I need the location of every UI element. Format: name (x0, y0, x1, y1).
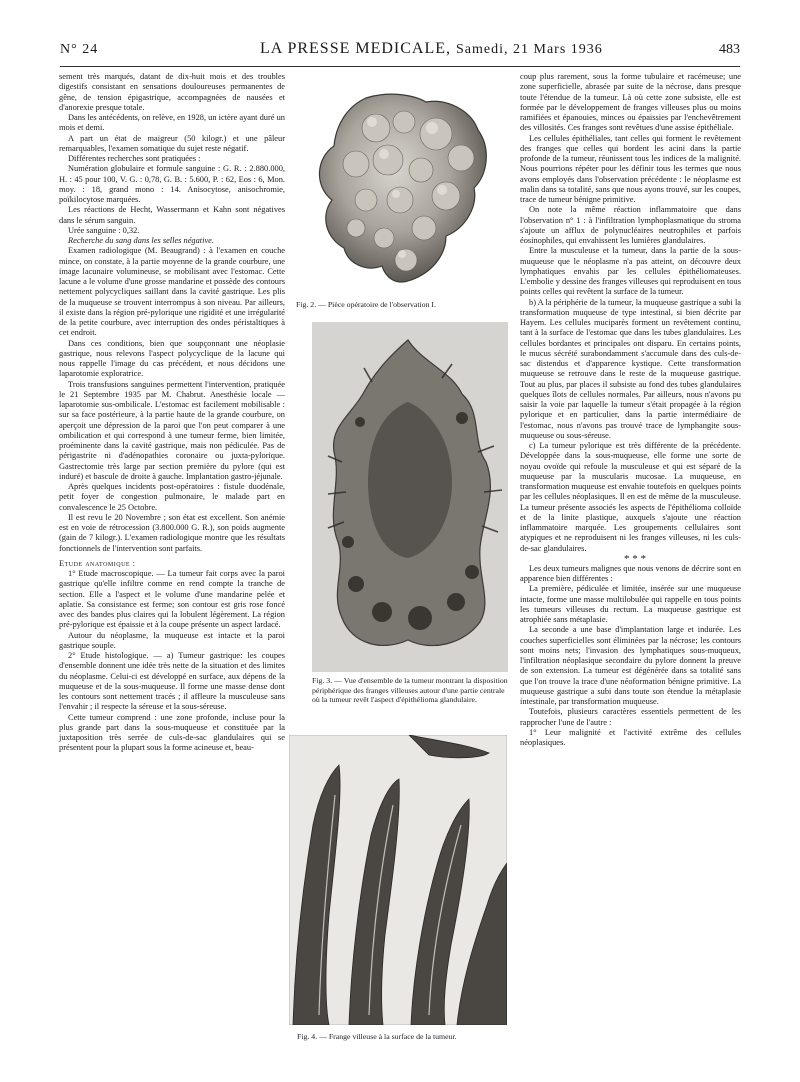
figure-2-specimen-photo (296, 88, 506, 293)
paragraph: On note la même réaction inflammatoire que dans l'observation n° 1 : à l'infiltration lymphoplasmatique du stroma s'ajoute un afflux de polynucléaires neutrophiles et parfois éosinophiles, qui envahissent les lumières glandulaires. (520, 205, 741, 245)
paragraph: coup plus rarement, sous la forme tubulaire et racémeuse; une zone superficielle, abrasée par suite de la nécrose, dans presque toute l'étendue de la tumeur. Là où cette zone subsiste, elle est formée par le développement de franges villeuses plus ou moins ramifiées et épanouies, minces ou épaissies par l'enchevêtrement des villosités. Ces franges sont revêtues d'une assise épithéliale. (520, 72, 741, 133)
issue-date: Samedi, 21 Mars 1936 (456, 42, 603, 57)
page-header (60, 38, 740, 62)
paragraph: Les deux tumeurs malignes que nous venons de décrire sont en apparence bien différentes : (520, 563, 741, 583)
issue-number: N° 24 (60, 42, 99, 57)
paragraph: Examen radiologique (M. Beaugrand) : à l'examen en couche mince, on constate, à la partie moyenne de la grande courbure, une image lacunaire volumineuse, se mobilisant avec l'estomac. Cette lacune a le volume d'une grosse mandarine et possède des contours nettement polycycliques saillant dans la cavité gastrique. Les plis de la muqueuse se trouvent interrompus à son niveau. Par ailleurs, il existe dans la région pré-pylorique une rigidité et une irrégularité de la petite courbure, avec interruption des ondes péristaltiques à cet endroit. (59, 246, 285, 338)
journal-title (260, 40, 603, 58)
paragraph: Autour du néoplasme, la muqueuse est intacte et la paroi gastrique souple. (59, 630, 285, 650)
paragraph: Cette tumeur comprend : une zone profonde, incluse pour la plus grande part dans la sous-muqueuse et constituée par la juxtaposition très serrée de culs-de-sac glandulaires qui se présentent pour la plupart sous la forme acineuse et, beau- (59, 712, 285, 753)
paragraph: La première, pédiculée et limitée, insérée sur une muqueuse intacte, forme une masse multilobulée qui rappelle en tous points les tumeurs villeuses du rectum. La muqueuse gastrique est atrophiée sans métaplasie. (520, 584, 741, 624)
paragraph: 1° Leur malignité et l'activité extrême des cellules néoplasiques. (520, 727, 741, 747)
figure-4-villous-fringe (289, 735, 507, 1025)
paragraph: Il est revu le 20 Novembre ; son état est excellent. Son anémie est en voie de rétrocession (3.800.000 G. R.), son poids augmente (gain de 7 kilogr.). L'examen radiologique montre que les résultats fonctionnels de l'intervention sont parfaits. (59, 512, 285, 553)
paragraph: Différentes recherches sont pratiquées : (68, 154, 201, 163)
paragraph: Entre la musculeuse et la tumeur, dans la partie de la sous-muqueuse que le néoplasme n'a pas atteint, on découvre deux lymphatiques envahis par les cellules épithéliomateuses. L'embolie y dessine des franges villeuses qui reproduisent en tous points celles qui revêtent la surface de la tumeur. (520, 246, 741, 297)
paragraph: Urée sanguine : 0,32. (68, 225, 140, 235)
left-column (59, 72, 285, 754)
figure-2-caption: Fig. 2. — Pièce opératoire de l'observation I. (296, 300, 436, 309)
paragraph: Dans ces conditions, bien que soupçonnant une néoplasie gastrique, nous relevons l'aspect polycyclique de la lacune qui nous rappelle l'image du cas précédent, et nous décidons une laparotomie exploratrice. (59, 338, 285, 379)
journal-name: LA PRESSE MEDICALE, (260, 40, 452, 57)
section-heading: Etude anatomique : (59, 558, 136, 568)
paragraph: Dans les antécédents, on relève, en 1928, un ictère ayant duré un mois et demi. (59, 113, 285, 133)
paragraph: Après quelques incidents post-opératoires : fistule duodénale, petit foyer de congestion pulmonaire, le malade part en convalescence le 25 Octobre. (59, 482, 285, 512)
paragraph: La seconde a une base d'implantation large et indurée. Les couches superficielles sont éliminées par la nécrose; les contours sont moins nets; l'invasion des lymphatiques sous-muqueux, l'infiltration néoplasique secondaire du pylore donnent la preuve de son extension. La tumeur est dégénérée dans sa totalité sans que l'on trouve la trace d'une néoformation bénigne primitive. La muqueuse gastrique a subi dans toute son étendue la métaplasie intestinale, par transformation muqueuse. (520, 625, 741, 706)
paragraph: Les cellules épithéliales, tant celles qui forment le revêtement des franges que celles qui bordent les acini dans la partie profonde de la tumeur, réunissent tous les indices de la malignité. Nous pourrions répéter pour les définir tous les termes que nous avons employés dans l'observation précédente : le néoplasme est malin dans sa totalité, sans que nous ayons trouvé, sur les coupes, trace de tumeur bénigne primitive. (520, 133, 741, 204)
figure-4-caption: Fig. 4. — Frange villeuse à la surface de la tumeur. (297, 1032, 457, 1041)
paragraph: Trois transfusions sanguines permettent l'intervention, pratiquée le 21 Septembre 1935 par M. Chabrut. Anesthésie locale — laparotomie sus-ombilicale. L'estomac est facilement mobilisable : sur sa face postérieure, à la partie haute de la grande courbure, on aperçoit une dépression de la paroi que l'on peut comparer à une ombilication et qui correspond à une tumeur ferme, bien limitée, proéminente dans la cavité gastrique, mais non pédiculée. Pas de périgastrite ni d'adénopathies coronaire ou juxta-pylorique. Gastrectomie très large par section première du pylore (qui est induré) et bascule de droite à gauche. Implantation gastro-jéjunale. (59, 379, 285, 481)
paragraph: Les réactions de Hecht, Wassermann et Kahn sont négatives dans le sérum sanguin. (59, 205, 285, 225)
paragraph: b) A la périphérie de la tumeur, la muqueuse gastrique a subi la transformation muqueuse de type intestinal, si bien décrite par Hayem. Les cellules muciparès forment un revêtement continu, tant à la surface de l'estomac que dans les tubes glandulaires. Les cellules bordantes et principales ont disparu. En certains points, le mucus sécrété surabondamment s'accumule dans des culs-de-sac distendus et d'apparence kystique. Cette transformation muqueuse se retrouve dans le reste de la muqueuse gastrique. Tout au plus, par places il subsiste au fond des tubes glandulaires quelques îlots de cellules normales. Par ailleurs, nous n'avons pu saisir la voie par laquelle la tumeur s'était propagée à la région pylorique et en particulier, dans la partie intermédiaire de l'estomac, nous n'avons pas trouvé trace de lymphangite sous-muqueuse ou sous-séreuse. (520, 297, 741, 440)
paragraph: A part un état de maigreur (50 kilogr.) et une pâleur remarquables, l'examen somatique du sujet reste négatif. (59, 133, 285, 153)
paragraph: 2° Etude histologique. — a) Tumeur gastrique: les coupes d'ensemble donnent une idée très nette de la situation et des limites du néoplasme. Celui-ci est développé en surface, aux dépens de la muqueuse et de la sous-muqueuse. Il forme une masse dense dont les contours sont nettement tracés ; il affleure la musculeuse sans l'envahir ; il respecte la séreuse et la sous-séreuse. (59, 651, 285, 712)
header-rule (60, 66, 740, 67)
paragraph: 1° Etude macroscopique. — La tumeur fait corps avec la paroi gastrique qu'elle infiltre comme en rend compte la tranche de section. Elle a l'aspect et le volume d'une mandarine pelée et aplatie. Sa consistance est ferme; son contour est gris rose foncé avec des bandes plus claires qui la lobulent légèrement. La région pré-pylorique est épaissie et à la coupe présente un aspect lardacé. (59, 569, 285, 630)
paragraph: c) La tumeur pylorique est très différente de la précédente. Développée dans la sous-muqueuse, elle forme une sorte de noyau ovoïde qui refoule la musculeuse et qui est séparé de la muqueuse par la muscularis mucosae. La muqueuse, en transformation muqueuse est envahie toutefois en quelques points par les cellules néoplasiques. Il en est de même de la musculeuse. La tumeur présente associés les aspects de l'épithélioma colloïde et de la linite plastique, auxquels s'ajoute une réaction inflammatoire marquée. Les groupements cellulaires sont atypiques et ne reproduisent ni les franges villeuses, ni les culs-de-sac glandulaires. (520, 441, 741, 553)
paragraph: sement très marqués, datant de dix-huit mois et des troubles digestifs consistant en sensations douloureuses permanentes de gêne, de tension épigastrique, accompagnées de nausées et d'anorexie presque totale. (59, 72, 285, 112)
page-number: 483 (719, 42, 740, 57)
paragraph: Recherche du sang dans les selles négative. (68, 236, 214, 245)
figure-3-histology-overview (312, 322, 508, 672)
paragraph: Numération globulaire et formule sanguine : G. R. : 2.880.000, H. : 45 pour 100, V. G. : 0,78, G. B. : 5.600, P. : 62, Eos : 6, Mon. moy. : 18, grand mono : 14. Anisocytose, anisochromie, poïkilocytose marquées. (59, 164, 285, 204)
figure-3-caption: Fig. 3. — Vue d'ensemble de la tumeur montrant la disposition périphérique des franges villeuses autour d'une partie centrale où la tumeur revêt l'aspect d'épithélioma glandulaire. (312, 676, 508, 704)
right-column (520, 72, 741, 748)
section-separator: * * * (624, 552, 646, 565)
paragraph: Toutefois, plusieurs caractères essentiels permettent de les rapprocher l'une de l'autre : (520, 707, 741, 727)
